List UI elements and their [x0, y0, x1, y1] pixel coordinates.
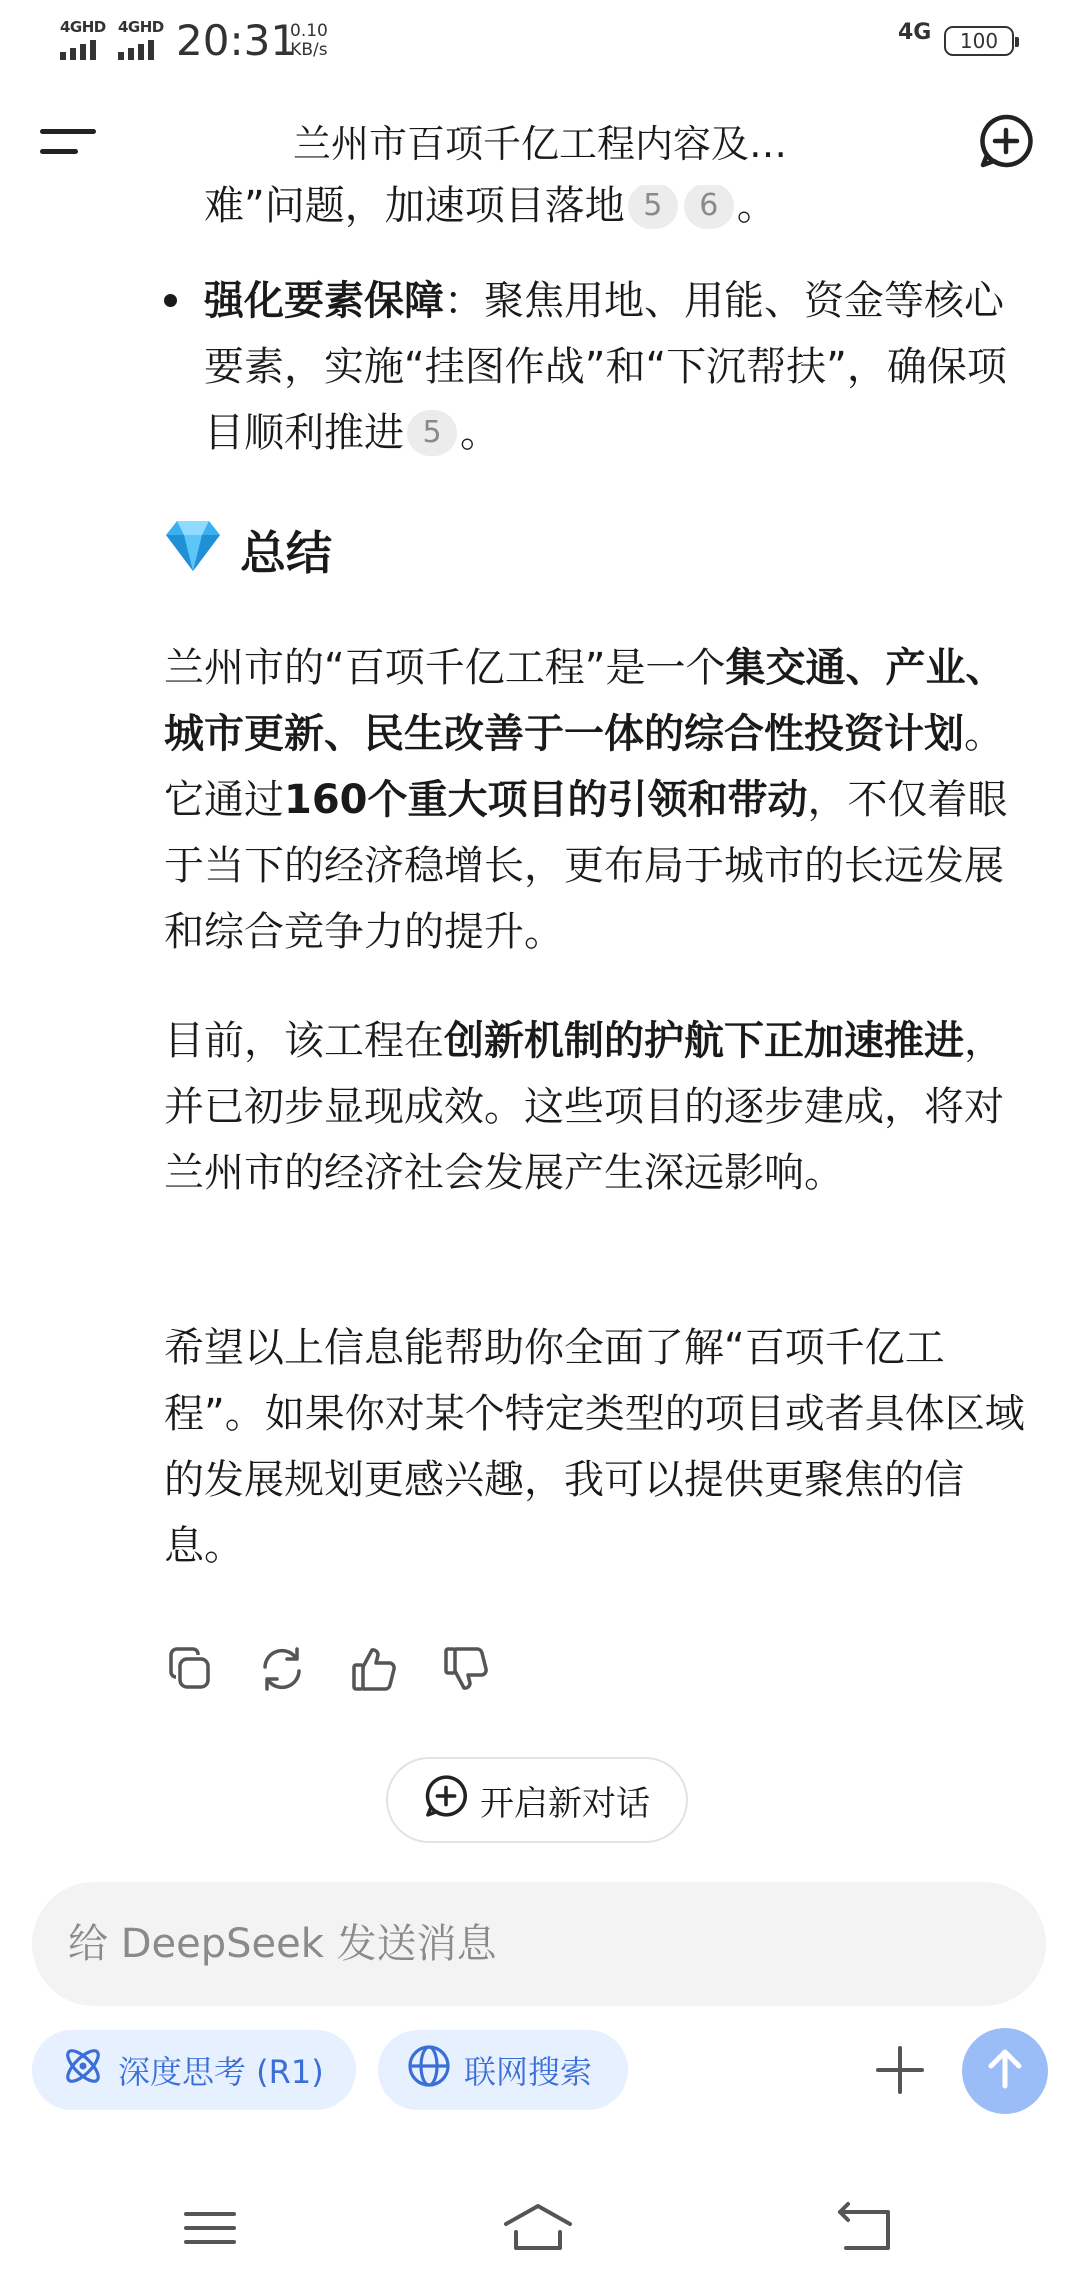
network-speed: [290, 22, 328, 60]
new-chat-button[interactable]: [386, 1757, 688, 1843]
closing-paragraph: 希望以上信息能帮助你全面了解“百项千亿工程”。如果你对某个特定类型的项目或者具体区域的发展规划更感兴趣，我可以提供更聚焦的信息。: [164, 1325, 1025, 1569]
send-button[interactable]: [962, 2028, 1048, 2114]
section-heading: [164, 515, 332, 585]
message-input[interactable]: [68, 1882, 1008, 2006]
web-search-toggle[interactable]: [378, 2030, 628, 2110]
thumbs-up-icon[interactable]: [350, 1645, 398, 1693]
atom-icon: [60, 2043, 106, 2097]
paragraph-bold: 创新机制的护航下正加速推进: [444, 1018, 964, 1064]
paragraph-text: ，并已初步显现成效。这些项目的逐步建成，将对兰州市的经济社会发展产生深远影响。: [164, 1018, 1004, 1196]
message-input-container: [32, 1882, 1046, 2006]
progress-paragraph: [164, 1008, 1034, 1206]
page-title: 兰州市百项千亿工程内容及…: [292, 122, 787, 166]
message-actions: [166, 1645, 490, 1705]
bullet-item: [204, 268, 1034, 466]
system-nav-bar: [0, 2180, 1080, 2280]
app-header: [0, 95, 1080, 185]
bullet-text: 。: [460, 410, 500, 456]
globe-icon: [406, 2043, 452, 2097]
paragraph-text: 。它通过: [164, 711, 1004, 823]
paragraph-bold: 集交通、产业、城市更新、民生改善于一体的综合性投资计划: [164, 645, 1006, 757]
signal-icon: [60, 18, 108, 60]
message-text: 难”问题，加速项目落地: [204, 185, 625, 229]
new-chat-icon: [424, 1774, 468, 1827]
battery-icon: [944, 26, 1014, 56]
menu-icon[interactable]: [40, 121, 96, 161]
summary-paragraph: [164, 635, 1034, 965]
plus-icon[interactable]: [870, 2040, 930, 2100]
copy-icon[interactable]: [166, 1645, 214, 1693]
network-type-right: 4G: [898, 20, 932, 45]
new-chat-label: 开启新对话: [480, 1783, 650, 1824]
deep-think-label: 深度思考 (R1): [118, 2053, 324, 2091]
paragraph-text: 目前，该工程在: [164, 1018, 444, 1064]
network-speed-unit: KB/s: [290, 40, 328, 60]
signal-icon: [118, 18, 166, 60]
battery-level: 100: [959, 29, 999, 53]
regenerate-icon[interactable]: [258, 1645, 306, 1693]
paragraph-bold: 160个重大项目的引领和带动: [284, 777, 808, 823]
citation-badge[interactable]: 5: [628, 185, 678, 229]
diamond-icon: [164, 517, 222, 584]
bullet-text: ：聚焦用地、用能、资金等核心要素，实施“挂图作战”和“下沉帮扶”，确保项目顺利推进: [204, 278, 1007, 456]
recent-apps-icon[interactable]: [170, 2198, 250, 2258]
message-text: 。: [736, 185, 777, 229]
web-search-label: 联网搜索: [464, 2053, 593, 2091]
back-icon[interactable]: [826, 2198, 906, 2258]
status-bar: [0, 0, 1080, 84]
bullet-heading: 强化要素保障: [204, 278, 444, 324]
thumbs-down-icon[interactable]: [442, 1645, 490, 1693]
deep-think-toggle[interactable]: [32, 2030, 356, 2110]
paragraph-text: 兰州市的“百项千亿工程”是一个: [164, 645, 726, 691]
section-title: 总结: [240, 526, 332, 580]
network-type-label: 4GHD: [60, 18, 106, 36]
arrow-up-icon: [982, 2046, 1028, 2096]
network-speed-value: 0.10: [290, 21, 328, 41]
bullet-point: [164, 294, 177, 307]
message-line-partial: [204, 185, 1034, 239]
chat-content: [0, 185, 1080, 1875]
home-icon[interactable]: [498, 2198, 578, 2258]
citation-badge[interactable]: 5: [407, 410, 457, 456]
citation-badge[interactable]: 6: [684, 185, 734, 229]
network-type-label: 4GHD: [118, 18, 164, 36]
new-chat-icon[interactable]: [978, 113, 1034, 169]
status-time: 20:31: [176, 16, 298, 65]
paragraph-text: ，不仅着眼于当下的经济稳增长，更布局于城市的长远发展和综合竞争力的提升。: [164, 777, 1008, 955]
